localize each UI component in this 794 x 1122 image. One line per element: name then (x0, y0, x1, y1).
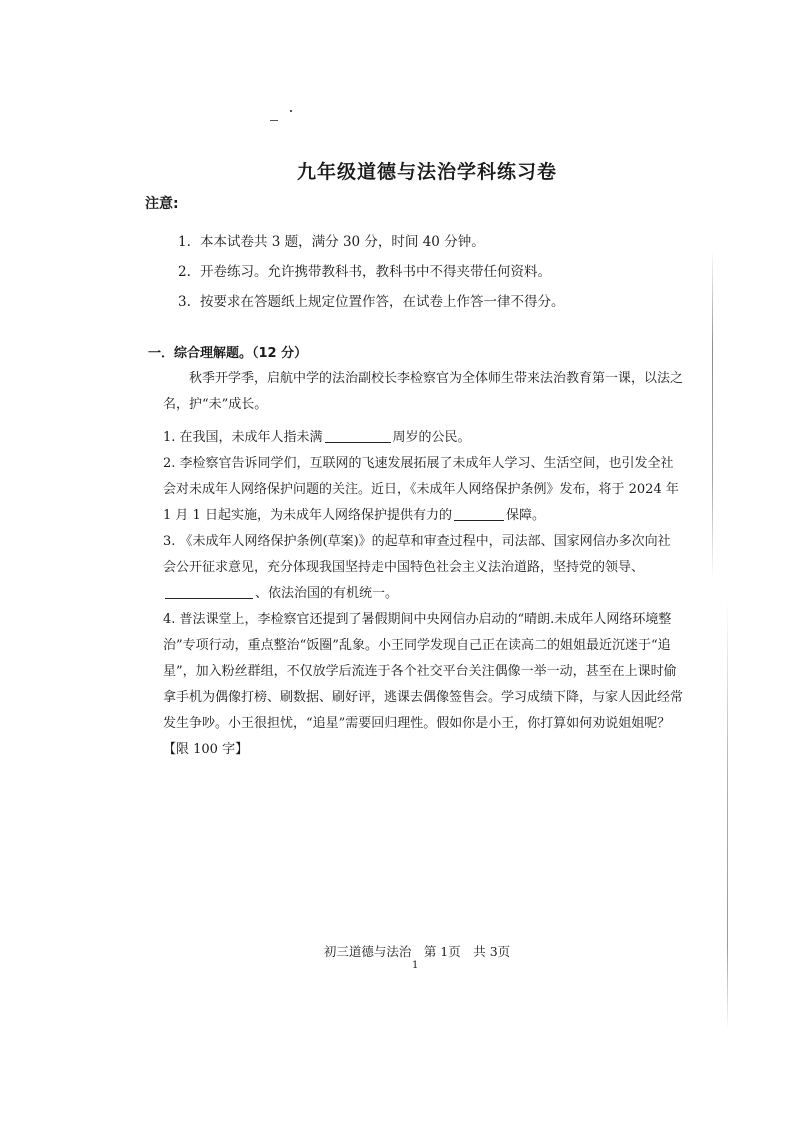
scan-artifact (270, 120, 278, 121)
page-title: 九年级道德与法治学科练习卷 (296, 161, 557, 183)
section-heading: 一．综合理解题。（12 分） (148, 346, 308, 361)
page-footer: 初三道德与法治 第 1页 共 3页 (323, 944, 511, 959)
answer-blank (454, 506, 504, 521)
notice-item: 2. 开卷练习。允许携带教科书，教科书中不得夹带任何资料。 (178, 264, 551, 280)
question-3: 3. 《未成年人网络保护条例(草案)》的起草和审查过程中，司法部、国家网信办多次向社会公开征求意见，充分体现我国坚持走中国特色社会主义法治道路，坚持党的领导、、依法治国的有机统一。 (163, 534, 671, 601)
answer-blank (325, 428, 391, 443)
question-4: 4. 普法课堂上，李检察官还提到了暑假期间中央网信办启动的“晴朗.未成年人网络环境整治”专项行动，重点整治“饭圈”乱象。小王同学发现自己正在读高二的姐姐最近沉迷于“追星”，加入粉丝群组，不仅放学后流连于各个社交平台关注偶像一举一动，甚至在上课时偷拿手机为偶像打榜、刷数据、刷好评，逃课去偶像签售会。学习成绩下降，与家人因此经常发生争吵。小王很担忧，“追星”需要回归理性。假如你是小王，你打算如何劝说姐姐呢？【限 100 字】 (163, 612, 684, 757)
question-2: 2. 李检察官告诉同学们，互联网的飞速发展拓展了未成年人学习、生活空间，也引发全社会对未成年人网络保护问题的关注。近日，《未成年人网络保护条例》发布，将于 2024 年 1 月 1 日起实施，为未成年人网络保护提供有力的 保障。 (163, 456, 679, 523)
notice-item: 1. 本本试卷共 3 题，满分 30 分，时间 40 分钟。 (178, 234, 485, 250)
paper-fold-line (727, 600, 728, 1030)
scan-artifact (290, 110, 292, 112)
notice-item: 3. 按要求在答题纸上规定位置作答，在试卷上作答一律不得分。 (178, 294, 565, 310)
page-number: 1 (412, 960, 419, 971)
section-intro: 秋季开学季，启航中学的法治副校长李检察官为全体师生带来法治教育第一课，以法之名，护“未”成长。 (163, 371, 684, 412)
answer-blank (165, 584, 253, 599)
notice-list (178, 227, 565, 317)
notice-heading: 注意: (145, 196, 179, 212)
question-1: 1. 在我国，未成年人指未满 周岁的公民。 (163, 430, 471, 445)
paper-fold-line (712, 250, 713, 580)
